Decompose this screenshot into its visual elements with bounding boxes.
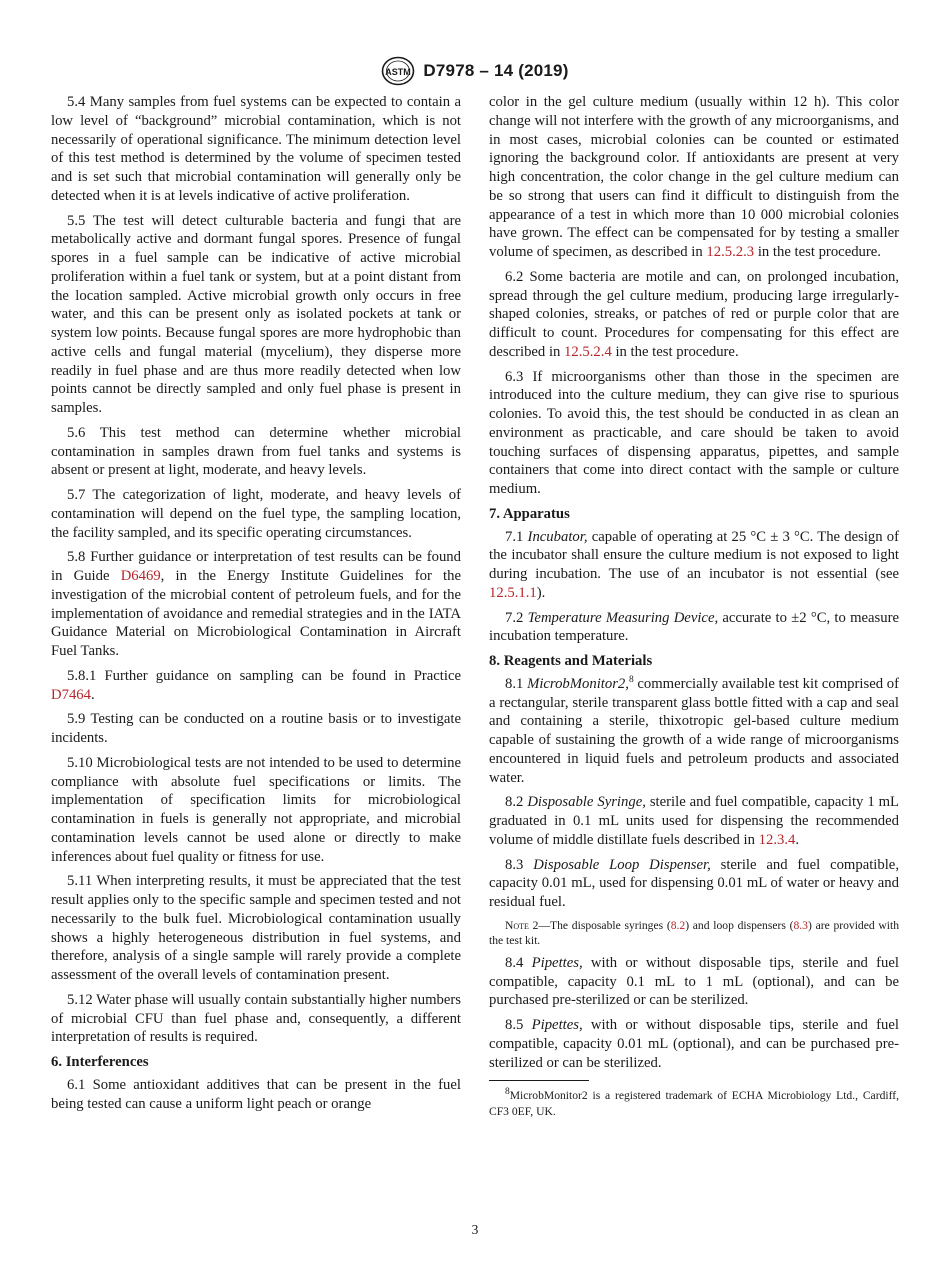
footnote-marker[interactable]: 8 bbox=[628, 674, 634, 685]
ref-link-12-5-2-3[interactable]: 12.5.2.3 bbox=[706, 244, 755, 260]
left-column bbox=[51, 93, 461, 1119]
section-8-4: 8.4 Pipettes, with or without disposable tips, sterile and fuel compatible, capacity 0.1 mL to 1 mL (optional), and can be purchased pre-sterilized or can be sterilized. bbox=[489, 954, 899, 1009]
section-5-9: 5.9 Testing can be conducted on a routine basis or to investigate incidents. bbox=[51, 711, 461, 746]
section-8-2: 8.2 Disposable Syringe, sterile and fuel compatible, capacity 1 mL graduated in 0.1 mL units used for dispensing the recommended volume of middle distillate fuels described in 12.3.4. bbox=[489, 794, 899, 848]
section-7-1: 7.1 Incubator, capable of operating at 25 °C ± 3 °C. The design of the incubator shall ensure the culture medium is not exposed to light during incubation. The use of an incubator is not essential (see 12.5.1.1). bbox=[489, 528, 900, 601]
section-8-1: 8.1 MicrobMonitor2,$^8$ commercially available test kit comprised of a rectangular, sterile transparent glass bottle fitted with a cap and seal and containing a sterile, thixotropic gel-based culture medium capable of sustaining the growth of a wide range of microorganisms encountered in liquid fuels and petroleum products and associated water. bbox=[489, 674, 900, 786]
ref-link-8-3[interactable]: 8.3 bbox=[793, 918, 808, 932]
heading-apparatus: 7. Apparatus bbox=[489, 505, 570, 522]
section-5-10: 5.10 Microbiological tests are not intended to be used to determine compliance with absolute fuel specifications or limits. The implementation of specification limits for microbiological contamination in fuels is generally not appropriate, and microbial contamination levels cannot be used alone or directly to make inferences about fuel quality or fitness for use. bbox=[51, 754, 461, 865]
page-header bbox=[0, 56, 950, 86]
section-6-3: 6.3 If microorganisms other than those in the specimen are introduced into the culture medium, they can give rise to spurious colonies. To avoid this, the test should be conducted in as clean an environment as practicable, and care should be taken to avoid touching surfaces of dispensing apparatus, pipettes, and sample containers that come into direct contact with the sample or culture medium. bbox=[489, 368, 899, 497]
ref-link-d6469[interactable]: D6469 bbox=[120, 568, 161, 584]
section-8-3: 8.3 Disposable Loop Dispenser, sterile and fuel compatible, capacity 0.01 mL, used for dispensing 0.01 mL of water or heavy and residual fuel. bbox=[489, 856, 899, 910]
ref-link-d7464[interactable]: D7464 bbox=[51, 686, 91, 703]
heading-reagents-materials: 8. Reagents and Materials bbox=[489, 653, 653, 669]
astm-logo-icon bbox=[381, 56, 415, 86]
section-8-5: 8.5 Pipettes, with or without disposable tips, sterile and fuel compatible, capacity 0.01 mL (optional), and can be purchased pre-sterilized or can be sterilized. bbox=[489, 1017, 899, 1071]
section-5-7: 5.7 The categorization of light, moderate, and heavy levels of contamination will depend on the fuel type, the sampling location, the facility sampled, and its specific operating circumstances. bbox=[51, 487, 461, 541]
document-designation: D7978 – 14 (2019) bbox=[423, 61, 569, 80]
section-6-1-continued: color in the gel culture medium (usually within 12 h). This color change will not interfere with the growth of any microorganisms, and in most cases, microbial colonies can be counted or estimated ignoring the background color. If antioxidants are present at very high concentration, the color change in the gel culture medium can be so strong that users can find it difficult to distinguish from the appearance of a test in which more than 10 000 microbial colonies have grown. The effect can be compensated for by testing a smaller volume of specimen, as described in 12.5.2.3 in the test procedure. bbox=[489, 94, 899, 260]
footnote-8: $^8$MicrobMonitor2 is a registered trademark of ECHA Microbiology Ltd., Cardiff, CF3 0EF, UK. bbox=[489, 1087, 899, 1118]
section-5-12: 5.12 Water phase will usually contain substantially higher numbers of microbial CFU than fuel phase and, consequently, a different interpretation of results is required. bbox=[51, 991, 461, 1046]
footnote-divider bbox=[489, 1080, 589, 1081]
page-number: 3 bbox=[471, 1222, 479, 1237]
section-5-4: 5.4 Many samples from fuel systems can be expected to contain a low level of “background” microbial contamination, which is not necessarily of operational significance. The minimum detection level of this test method is determined by the volume of specimen tested and is set such that microbial contamination will generally only be detected when it is at levels indicative of active proliferation. bbox=[51, 94, 461, 204]
section-5-8-1: 5.8.1 Further guidance on sampling can be found in Practice D7464. bbox=[51, 667, 461, 703]
ref-link-12-5-2-4[interactable]: 12.5.2.4 bbox=[564, 343, 612, 360]
section-6-2: 6.2 Some bacteria are motile and can, on prolonged incubation, spread through the gel culture medium, producing large irregularly-shaped colonies, streaks, or patches of red or purple color that are difficult to count. Procedures for compensating for this effect are described in 12.5.2.4 in the test procedure. bbox=[489, 268, 899, 360]
section-6-1: 6.1 Some antioxidant additives that can be present in the fuel being tested can cause a uniform light peach or orange bbox=[51, 1076, 461, 1112]
ref-link-12-5-1-1[interactable]: 12.5.1.1 bbox=[489, 584, 537, 601]
note-2: Note 2—The disposable syringes (8.2) and loop dispensers (8.3) are provided with the test kit. bbox=[489, 918, 899, 947]
right-column bbox=[489, 93, 899, 1125]
ref-link-8-2[interactable]: 8.2 bbox=[670, 918, 686, 932]
section-7-2: 7.2 Temperature Measuring Device, accurate to ±2 °C, to measure incubation temperature. bbox=[489, 609, 899, 645]
section-5-6: 5.6 This test method can determine whether microbial contamination in samples drawn from fuel tanks and systems is absent or present at light, moderate, and heavy levels. bbox=[51, 424, 461, 479]
heading-interferences: 6. Interferences bbox=[51, 1054, 149, 1070]
ref-link-12-3-4[interactable]: 12.3.4 bbox=[758, 831, 796, 848]
section-5-11: 5.11 When interpreting results, it must be appreciated that the test result applies only to the specific sample and specimen tested and not necessarily to the bulk fuel. Microbiological contamination usually shows a highly heterogeneous distribution in fuel systems, and therefore, analysis of a single sample will rarely provide a complete assessment of the overall levels of contamination present. bbox=[51, 873, 461, 983]
svg-text:ASTM: ASTM bbox=[385, 67, 412, 77]
section-5-8: 5.8 Further guidance or interpretation of test results can be found in Guide D6469, in the Energy Institute Guidelines for the investigation of the microbial content of petroleum fuels, and for the implementation of avoidance and remedial strategies and in the IATA Guidance Material on Microbiological Contamination in Aircraft Fuel Tanks. bbox=[51, 549, 461, 659]
section-5-5: 5.5 The test will detect culturable bacteria and fungi that are metabolically active and dormant fungal spores. Presence of fungal spores in a fuel sample can be indicative of active microbial proliferation within a fuel tank or system, but at a point distant from the location sampled. Active microbial growth only occurs in free water, and this can be present only as isolated pockets at tank or system low points. Because fungal spores are more hydrophobic than active cells and fungal material (mycelium), they disperse more readily in fuel phase and are thus more readily detected when low points cannot be directly sampled and only fuel phase is present in samples. bbox=[51, 212, 461, 416]
